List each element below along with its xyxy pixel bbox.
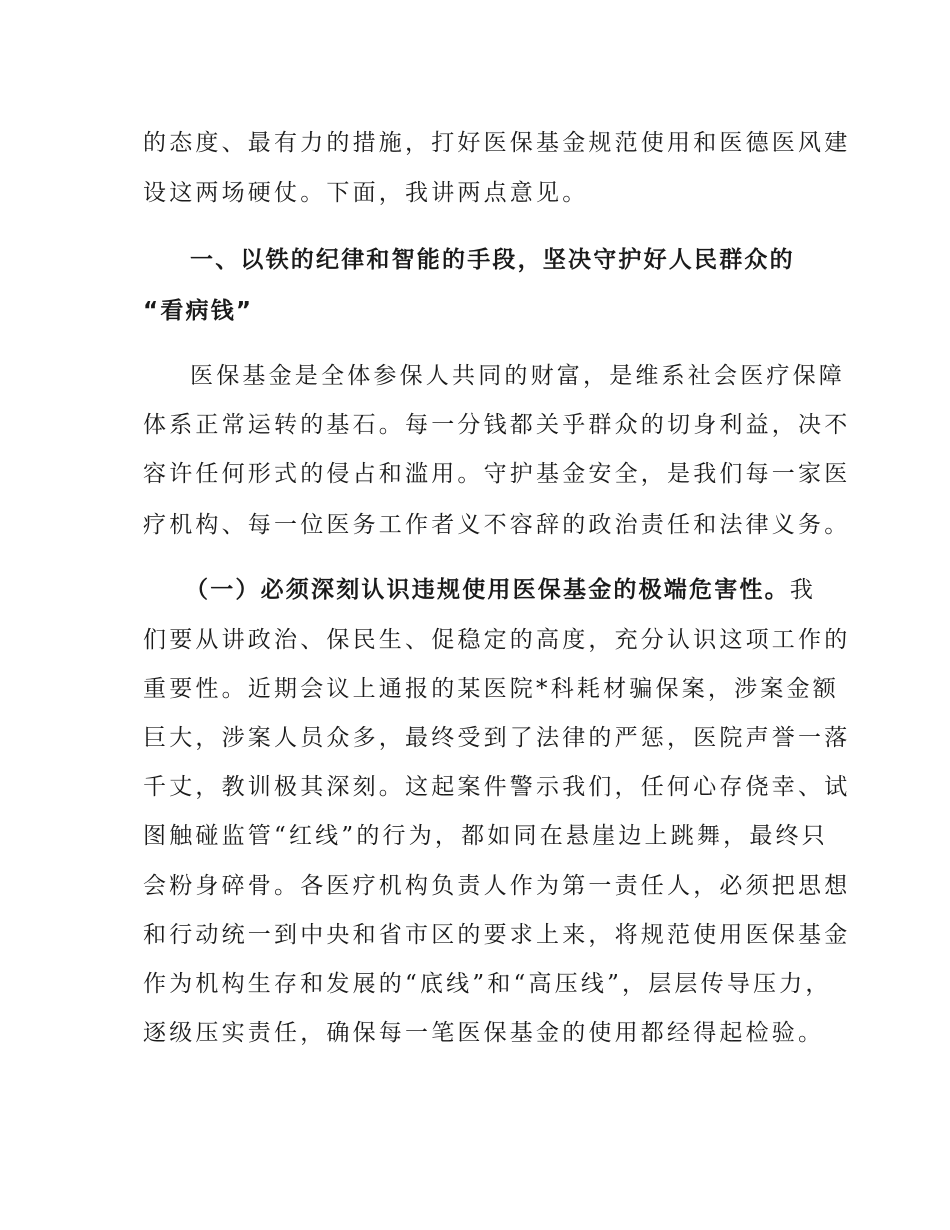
subheading-title: （一）必须深刻认识违规使用医保基金的极端危害性。 <box>185 577 790 603</box>
paragraph-line: 容许任何形式的侵占和滥用。守护基金安全，是我们每一家医 <box>143 461 851 487</box>
paragraph-line: 和行动统一到中央和省市区的要求上来，将规范使用医保基金 <box>143 922 851 948</box>
paragraph-line: 设这两场硬仗。下面，我讲两点意见。 <box>143 180 589 206</box>
paragraph-line: 体系正常运转的基石。每一分钱都关乎群众的切身利益，决不 <box>143 412 851 438</box>
paragraph-line: 的态度、最有力的措施，打好医保基金规范使用和医德医风建 <box>143 130 851 156</box>
paragraph-line: 疗机构、每一位医务工作者义不容辞的政治责任和法律义务。 <box>143 512 851 538</box>
section-heading: 一、以铁的纪律和智能的手段，坚决守护好人民群众的 <box>190 247 795 273</box>
paragraph-line: 图触碰监管“红线”的行为，都如同在悬崖边上跳舞，最终只 <box>143 823 828 849</box>
paragraph-line: 作为机构生存和发展的“底线”和“高压线”，层层传导压力， <box>143 971 832 997</box>
paragraph-line: 重要性。近期会议上通报的某医院*科耗材骗保案，涉案金额 <box>143 676 839 702</box>
paragraph-line: 巨大，涉案人员众多，最终受到了法律的严惩，医院声誉一落 <box>143 725 851 751</box>
paragraph-line: 千丈，教训极其深刻。这起案件警示我们，任何心存侥幸、试 <box>143 774 851 800</box>
subheading-trailing-text: 我 <box>789 577 817 603</box>
paragraph-line: 会粉身碎骨。各医疗机构负责人作为第一责任人，必须把思想 <box>143 873 851 899</box>
paragraph-line: 逐级压实责任，确保每一笔医保基金的使用都经得起检验。 <box>143 1020 825 1046</box>
paragraph-line: 们要从讲政治、保民生、促稳定的高度，充分认识这项工作的 <box>143 627 851 653</box>
subheading-line <box>185 575 816 605</box>
section-heading-continued: “看病钱” <box>143 298 254 324</box>
paragraph-line: 医保基金是全体参保人共同的财富，是维系社会医疗保障 <box>190 363 845 389</box>
